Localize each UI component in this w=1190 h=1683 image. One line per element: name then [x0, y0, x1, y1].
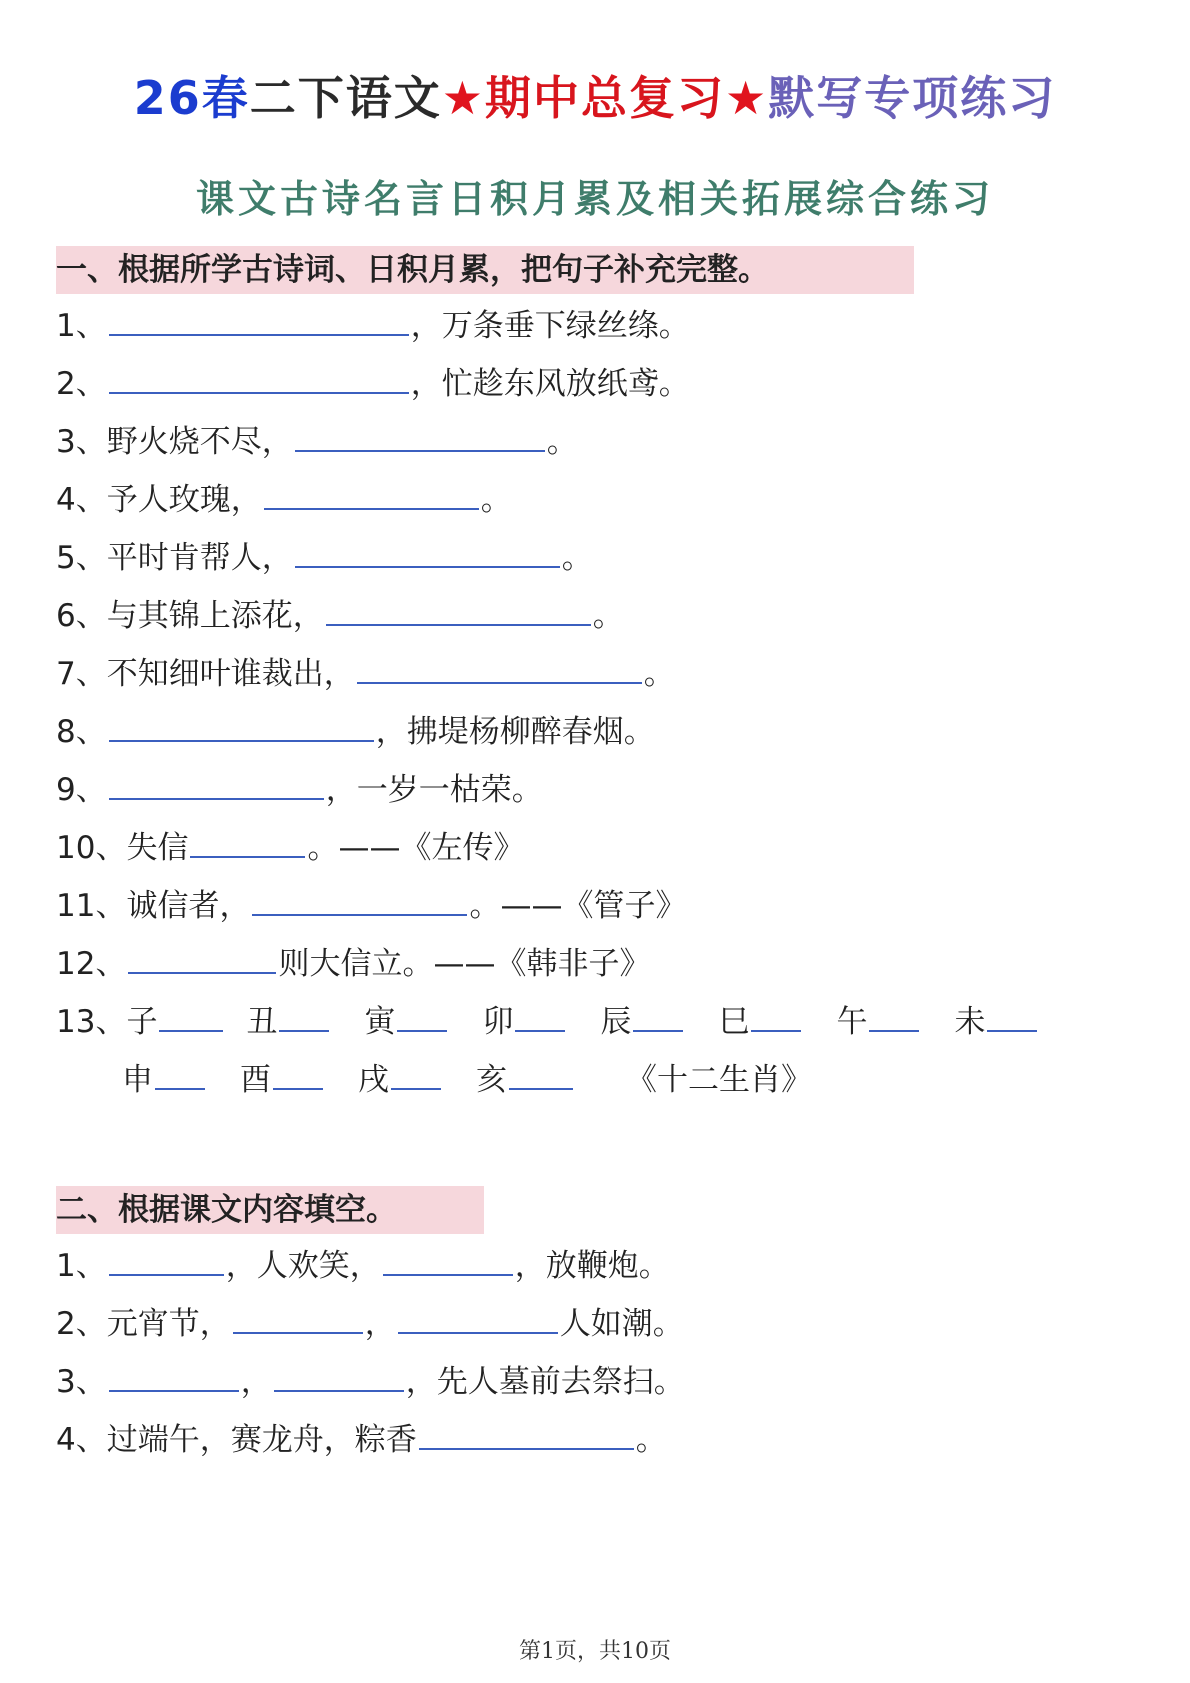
- page-subtitle: 课文古诗名言日积月累及相关拓展综合练习: [195, 177, 994, 221]
- answer-blank[interactable]: [391, 1058, 441, 1090]
- star-icon: ★: [725, 71, 769, 125]
- item-text: 。: [635, 1422, 667, 1458]
- zodiac-cell: [482, 1000, 600, 1044]
- list-item: [56, 536, 593, 580]
- zodiac-cell: [718, 1000, 836, 1044]
- zodiac-cell: [600, 1000, 718, 1044]
- answer-blank[interactable]: [128, 942, 276, 974]
- answer-blank[interactable]: [264, 478, 479, 510]
- zodiac-cell: [240, 1058, 358, 1102]
- answer-blank[interactable]: [252, 884, 467, 916]
- title-review: 期中总复习: [485, 71, 725, 125]
- list-item: [56, 768, 543, 812]
- zodiac-animal: 子: [126, 1004, 158, 1040]
- answer-blank[interactable]: [109, 1244, 224, 1276]
- zodiac-animal: 酉: [240, 1062, 271, 1098]
- list-item: [56, 710, 655, 754]
- item-text: 。: [546, 424, 578, 460]
- list-item: [56, 1244, 670, 1288]
- answer-blank[interactable]: [751, 1000, 801, 1032]
- section-heading-2: 二、根据课文内容填空。: [56, 1186, 484, 1234]
- list-item: [56, 652, 675, 696]
- page-title: [0, 62, 1190, 128]
- zodiac-animal: 申: [122, 1062, 153, 1098]
- list-item: [56, 478, 512, 522]
- item-number: 7、: [56, 656, 107, 692]
- item-text: 则大信立。——《韩非子》: [278, 946, 651, 982]
- title-grade: 26春: [133, 71, 250, 125]
- item-number: 12、: [56, 946, 127, 982]
- zodiac-animal: 辰: [600, 1004, 632, 1040]
- item-text: ，放鞭炮。: [514, 1248, 670, 1284]
- item-text: ，忙趁东风放纸鸢。: [410, 366, 690, 402]
- answer-blank[interactable]: [274, 1360, 404, 1392]
- answer-blank[interactable]: [326, 594, 591, 626]
- list-item: [56, 594, 624, 638]
- item-number: 3、: [56, 1364, 107, 1400]
- answer-blank[interactable]: [295, 420, 545, 452]
- answer-blank[interactable]: [515, 1000, 565, 1032]
- item-text: 失信: [126, 830, 189, 866]
- item-number: 6、: [56, 598, 107, 634]
- answer-blank[interactable]: [155, 1058, 205, 1090]
- zodiac-cell: [126, 1000, 246, 1044]
- zodiac-row-1: [56, 1000, 1136, 1044]
- answer-blank[interactable]: [109, 1360, 239, 1392]
- item-text: 。: [480, 482, 512, 518]
- zodiac-cell: [954, 1000, 1054, 1044]
- item-number: 9、: [56, 772, 107, 808]
- answer-blank[interactable]: [159, 1000, 223, 1032]
- answer-blank[interactable]: [357, 652, 642, 684]
- item-text: 。——《左传》: [307, 830, 525, 866]
- list-item: [56, 1418, 667, 1462]
- item-text: 与其锦上添花，: [106, 598, 324, 634]
- item-text: 。——《管子》: [469, 888, 687, 924]
- item-text: 过端午，赛龙舟，粽香: [106, 1422, 417, 1458]
- zodiac-cell: [122, 1058, 240, 1102]
- item-number: 3、: [56, 424, 107, 460]
- item-text: 元宵节，: [106, 1306, 231, 1342]
- list-item: [56, 362, 690, 406]
- answer-blank[interactable]: [109, 768, 324, 800]
- zodiac-cell: [358, 1058, 476, 1102]
- list-item: [56, 420, 578, 464]
- page-number: 第1页，共10页: [519, 1639, 671, 1664]
- item-text: 不知细叶谁裁出，: [106, 656, 355, 692]
- item-text: ，拂堤杨柳醉春烟。: [375, 714, 655, 750]
- item-number: 4、: [56, 482, 107, 518]
- title-practice: 默写专项练习: [768, 71, 1057, 125]
- item-number: 5、: [56, 540, 107, 576]
- answer-blank[interactable]: [633, 1000, 683, 1032]
- zodiac-animal: 巳: [718, 1004, 750, 1040]
- zodiac-cell: [836, 1000, 954, 1044]
- title-subject: 二下语文: [249, 71, 442, 125]
- item-number: 8、: [56, 714, 107, 750]
- item-text: 予人玫瑰，: [106, 482, 262, 518]
- zodiac-animal: 亥: [476, 1062, 507, 1098]
- item-number: 2、: [56, 366, 107, 402]
- list-item: [56, 826, 524, 870]
- item-number: 13、: [56, 1004, 127, 1040]
- answer-blank[interactable]: [233, 1302, 363, 1334]
- answer-blank[interactable]: [419, 1418, 634, 1450]
- item-text: 野火烧不尽，: [106, 424, 293, 460]
- zodiac-animal: 卯: [482, 1004, 514, 1040]
- zodiac-cell: [476, 1058, 626, 1102]
- zodiac-source: 《十二生肖》: [626, 1062, 812, 1098]
- item-number: 10、: [56, 830, 127, 866]
- list-item: [56, 884, 686, 928]
- zodiac-cell: [364, 1000, 482, 1044]
- answer-blank[interactable]: [109, 710, 374, 742]
- answer-blank[interactable]: [383, 1244, 513, 1276]
- answer-blank[interactable]: [273, 1058, 323, 1090]
- list-item: [56, 304, 690, 348]
- answer-blank[interactable]: [987, 1000, 1037, 1032]
- item-text: 。: [643, 656, 675, 692]
- item-number: 1、: [56, 308, 107, 344]
- zodiac-row-2: [122, 1058, 1022, 1102]
- answer-blank[interactable]: [109, 362, 409, 394]
- item-text: ，先人墓前去祭扫。: [405, 1364, 685, 1400]
- zodiac-cell: [246, 1000, 364, 1044]
- answer-blank[interactable]: [190, 826, 305, 858]
- answer-blank[interactable]: [295, 536, 560, 568]
- item-number: 2、: [56, 1306, 107, 1342]
- section-heading-1: 一、根据所学古诗词、日积月累，把句子补充完整。: [56, 246, 914, 294]
- list-item: [56, 942, 650, 986]
- item-text: 。: [561, 540, 593, 576]
- item-text: ，一岁一枯荣。: [325, 772, 543, 808]
- answer-blank[interactable]: [509, 1058, 573, 1090]
- answer-blank[interactable]: [109, 304, 409, 336]
- item-number: 11、: [56, 888, 127, 924]
- answer-blank[interactable]: [869, 1000, 919, 1032]
- item-text: ，人欢笑，: [225, 1248, 381, 1284]
- answer-blank[interactable]: [279, 1000, 329, 1032]
- list-item: [56, 1302, 684, 1346]
- list-item: [56, 1360, 685, 1404]
- zodiac-animal: 未: [954, 1004, 986, 1040]
- item-text: ，: [364, 1306, 396, 1342]
- item-text: 。: [592, 598, 624, 634]
- answer-blank[interactable]: [397, 1000, 447, 1032]
- zodiac-animal: 寅: [364, 1004, 396, 1040]
- zodiac-animal: 午: [836, 1004, 868, 1040]
- item-text: ，: [240, 1364, 272, 1400]
- zodiac-animal: 戌: [358, 1062, 389, 1098]
- star-icon: ★: [441, 71, 485, 125]
- item-number: 1、: [56, 1248, 107, 1284]
- item-text: 诚信者，: [126, 888, 251, 924]
- item-number: 4、: [56, 1422, 107, 1458]
- zodiac-animal: 丑: [246, 1004, 278, 1040]
- item-text: ，万条垂下绿丝绦。: [410, 308, 690, 344]
- item-text: 人如潮。: [559, 1306, 684, 1342]
- answer-blank[interactable]: [398, 1302, 558, 1334]
- item-text: 平时肯帮人，: [106, 540, 293, 576]
